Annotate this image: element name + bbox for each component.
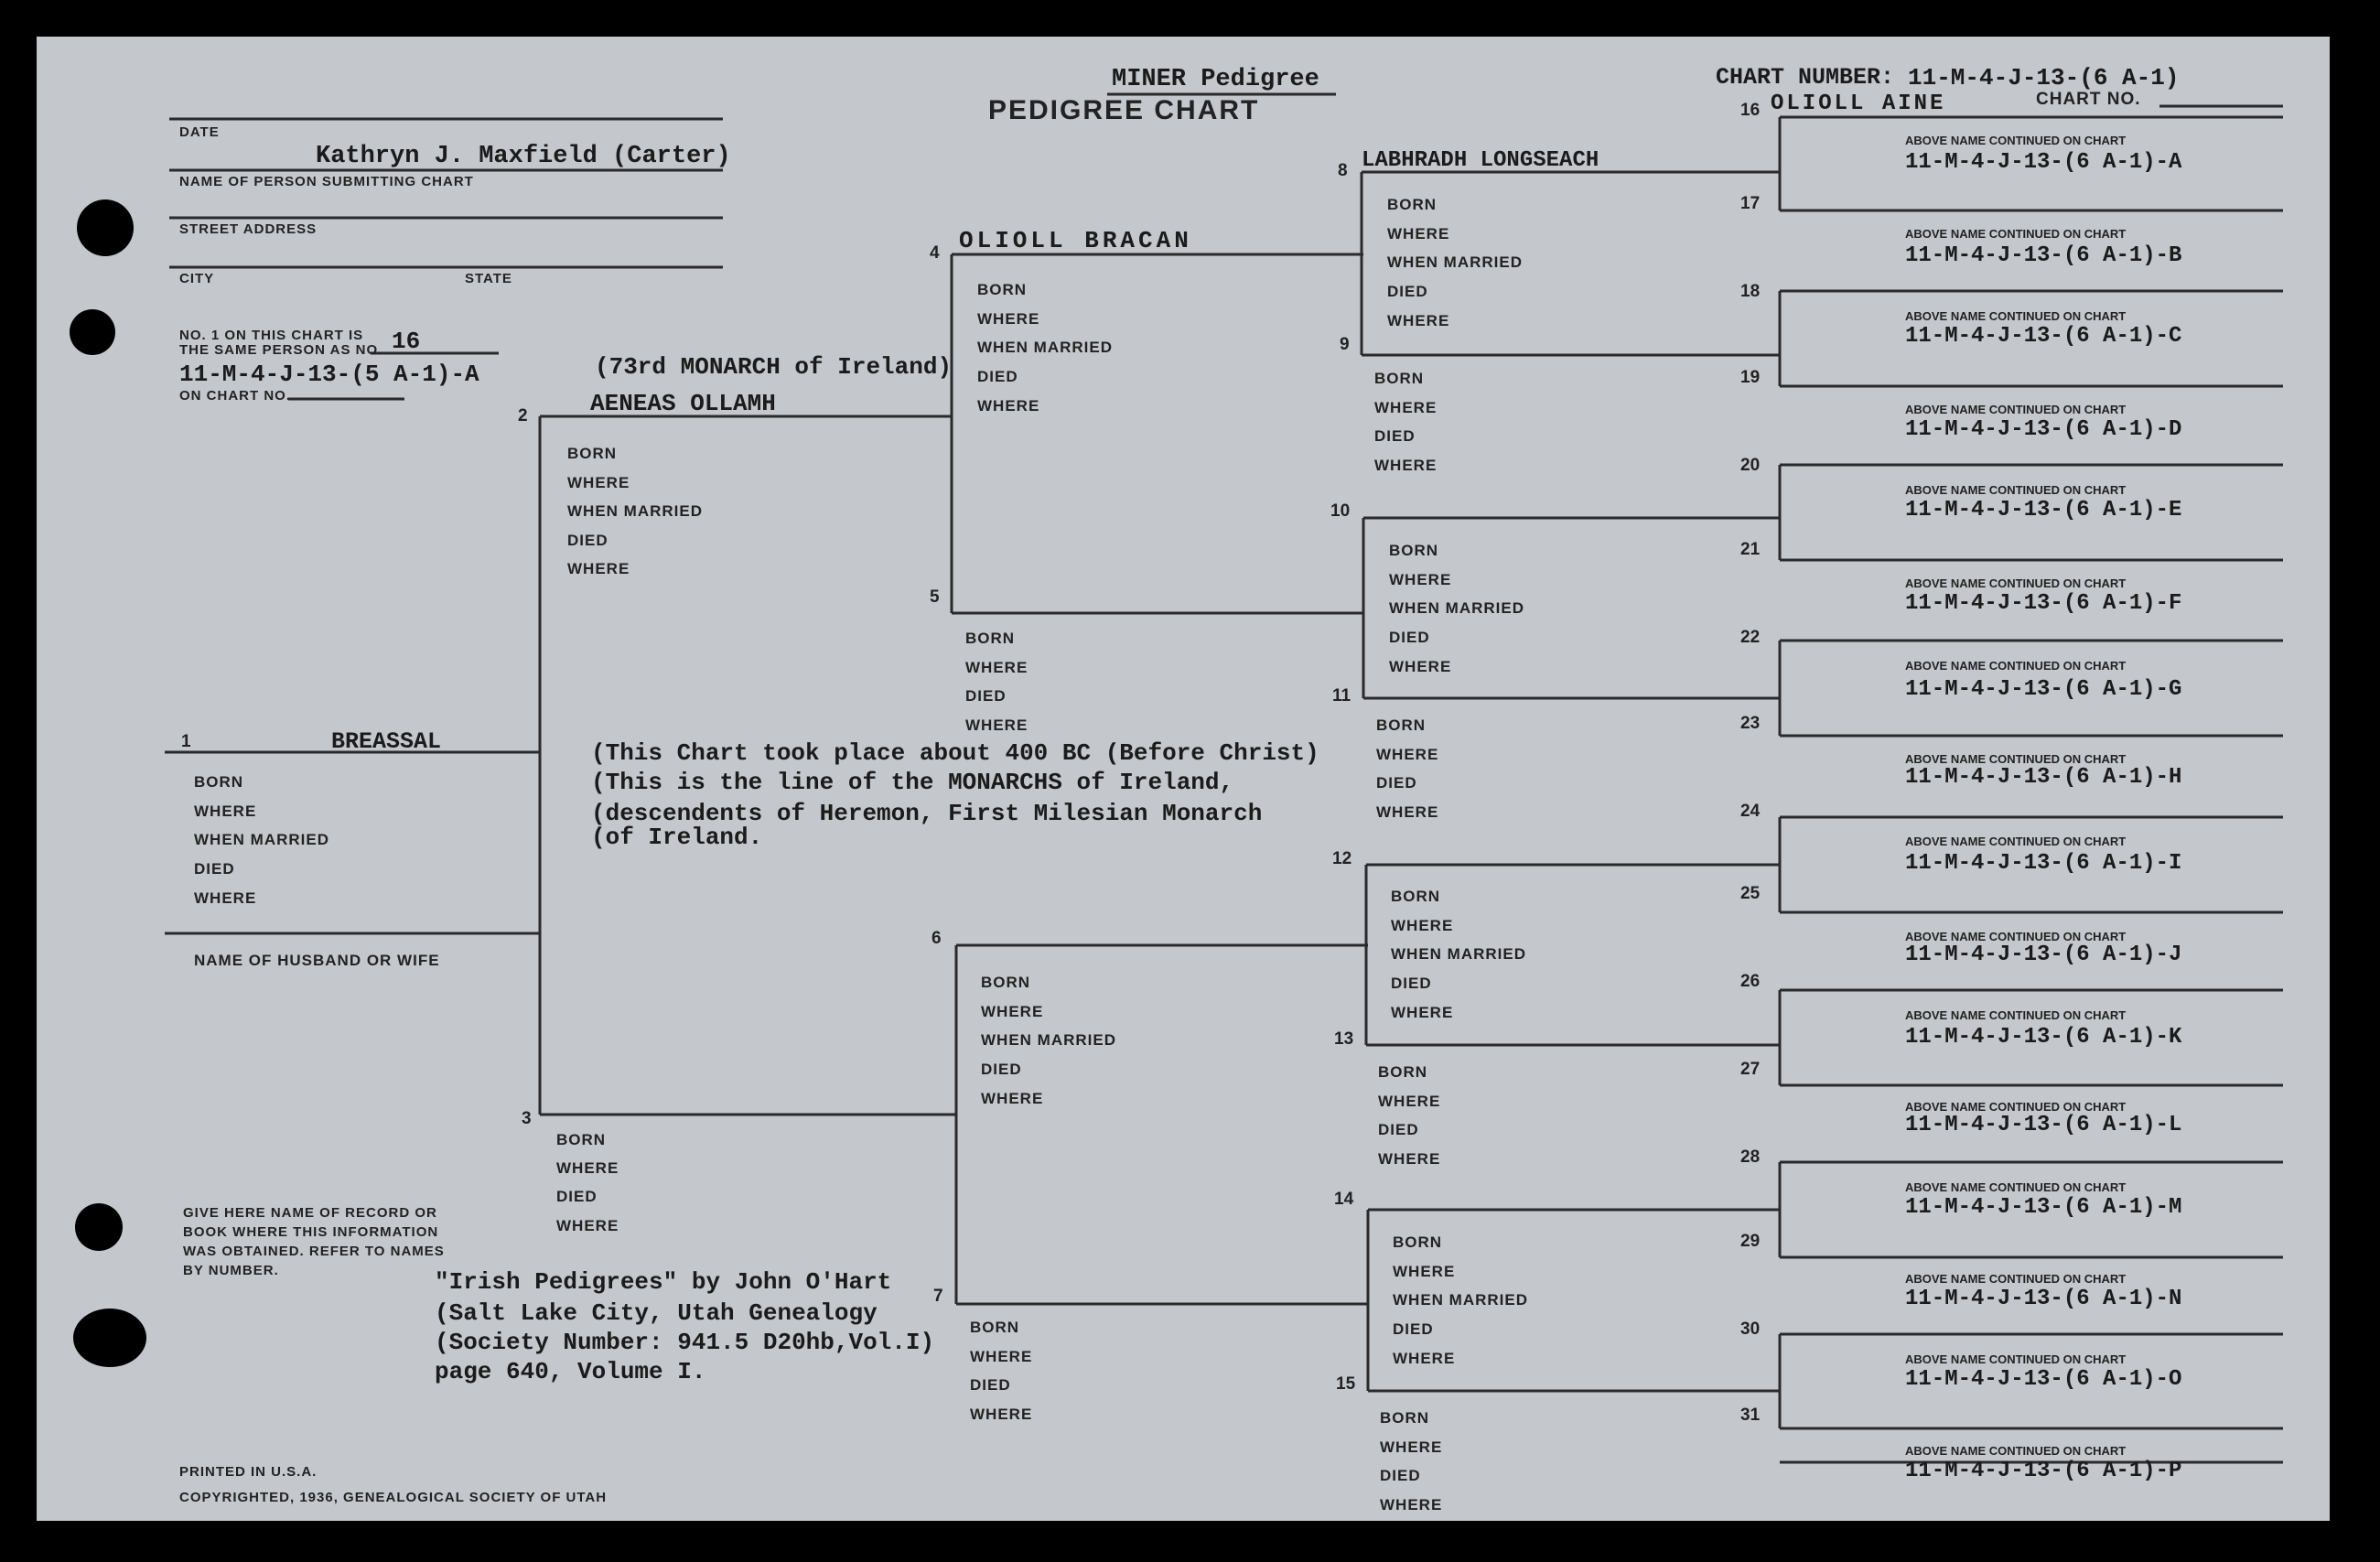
person-16-name: OLIOLL AINE xyxy=(1771,92,1946,116)
continuation-chart: 11-M-4-J-13-(6 A-1)-O xyxy=(1905,1367,2182,1392)
born-label: BORN xyxy=(1389,542,1439,559)
same-person-label: THE SAME PERSON AS NO. xyxy=(179,342,383,358)
died-label: DIED xyxy=(981,1061,1022,1078)
source-line: (Salt Lake City, Utah Genealogy xyxy=(435,1299,878,1327)
continued-label: ABOVE NAME CONTINUED ON CHART xyxy=(1905,483,2127,497)
person-number-10: 10 xyxy=(1330,501,1351,521)
person-number-25: 25 xyxy=(1740,884,1761,903)
chart-type: MINER Pedigree xyxy=(1112,66,1319,93)
continuation-chart: 11-M-4-J-13-(6 A-1)-G xyxy=(1905,677,2182,702)
where-label: WHERE xyxy=(1380,1438,1443,1456)
note-line: (of Ireland. xyxy=(591,824,763,851)
died-label: DIED xyxy=(1387,283,1428,300)
died-label: DIED xyxy=(965,687,1007,705)
where-label: WHERE xyxy=(1393,1350,1456,1367)
where-label: WHERE xyxy=(1378,1093,1441,1110)
continuation-chart: 11-M-4-J-13-(6 A-1)-F xyxy=(1905,591,2182,616)
continued-label: ABOVE NAME CONTINUED ON CHART xyxy=(1905,403,2127,416)
person-number-26: 26 xyxy=(1740,972,1761,991)
continuation-chart: 11-M-4-J-13-(6 A-1)-H xyxy=(1905,765,2182,790)
where-label: WHERE xyxy=(1374,399,1438,416)
where-label: WHERE xyxy=(965,659,1028,676)
where-label: WHERE xyxy=(556,1159,619,1177)
continued-label: ABOVE NAME CONTINUED ON CHART xyxy=(1905,1008,2127,1022)
died-label: DIED xyxy=(1393,1320,1434,1338)
born-label: BORN xyxy=(1393,1233,1443,1251)
continuation-chart: 11-M-4-J-13-(6 A-1)-L xyxy=(1905,1113,2182,1137)
where-label: WHERE xyxy=(1378,1150,1441,1168)
person-number-27: 27 xyxy=(1740,1060,1761,1079)
continuation-chart: 11-M-4-J-13-(6 A-1)-E xyxy=(1905,498,2182,522)
continued-label: ABOVE NAME CONTINUED ON CHART xyxy=(1905,1352,2127,1366)
chart-no-label: CHART NO. xyxy=(2036,90,2141,109)
state-label: STATE xyxy=(465,271,512,286)
person-number-18: 18 xyxy=(1740,282,1761,301)
born-label: BORN xyxy=(567,445,618,462)
continued-label: ABOVE NAME CONTINUED ON CHART xyxy=(1905,576,2127,590)
where-label: WHERE xyxy=(567,560,630,577)
where-label: WHERE xyxy=(1389,658,1452,675)
where-label: WHERE xyxy=(1380,1496,1443,1514)
person-number-1: 1 xyxy=(181,732,191,751)
died-label: DIED xyxy=(567,532,608,549)
source-line: "Irish Pedigrees" by John O'Hart xyxy=(435,1268,892,1296)
born-label: BORN xyxy=(1380,1409,1430,1427)
where-label: WHERE xyxy=(981,1003,1044,1020)
submitter-name: Kathryn J. Maxfield (Carter) xyxy=(316,143,731,170)
continued-label: ABOVE NAME CONTINUED ON CHART xyxy=(1905,1180,2127,1194)
person-number-20: 20 xyxy=(1740,456,1761,475)
source-label: WAS OBTAINED. REFER TO NAMES xyxy=(183,1244,445,1259)
died-label: DIED xyxy=(1391,975,1432,992)
where-label: WHERE xyxy=(965,716,1028,734)
copyright-notice: COPYRIGHTED, 1936, GENEALOGICAL SOCIETY OF UTAH xyxy=(179,1490,608,1505)
continued-label: ABOVE NAME CONTINUED ON CHART xyxy=(1905,1272,2127,1286)
born-label: BORN xyxy=(977,281,1028,298)
person-number-14: 14 xyxy=(1334,1190,1354,1209)
person-2-note: (73rd MONARCH of Ireland) xyxy=(595,353,953,381)
person-number-13: 13 xyxy=(1334,1029,1354,1049)
spouse-label: NAME OF HUSBAND OR WIFE xyxy=(194,952,440,969)
continuation-chart: 11-M-4-J-13-(6 A-1)-M xyxy=(1905,1195,2182,1220)
person-number-11: 11 xyxy=(1332,686,1352,706)
where-label: WHERE xyxy=(1376,746,1439,763)
continued-label: ABOVE NAME CONTINUED ON CHART xyxy=(1905,1444,2127,1458)
continuation-chart: 11-M-4-J-13-(6 A-1)-K xyxy=(1905,1025,2182,1050)
born-label: BORN xyxy=(194,773,244,791)
continuation-chart: 11-M-4-J-13-(6 A-1)-N xyxy=(1905,1287,2182,1311)
continuation-chart: 11-M-4-J-13-(6 A-1)-I xyxy=(1905,851,2182,876)
printed-notice: PRINTED IN U.S.A. xyxy=(179,1464,318,1480)
person-number-19: 19 xyxy=(1740,368,1761,387)
where-label: WHERE xyxy=(556,1217,619,1234)
continued-label: ABOVE NAME CONTINUED ON CHART xyxy=(1905,134,2127,147)
on-chart-label: ON CHART NO. xyxy=(179,388,291,404)
note-line: (descendents of Heremon, First Milesian Monarch xyxy=(591,800,1263,827)
person-number-22: 22 xyxy=(1740,628,1761,647)
source-line: page 640, Volume I. xyxy=(435,1358,706,1385)
continued-label: ABOVE NAME CONTINUED ON CHART xyxy=(1905,227,2127,241)
died-label: DIED xyxy=(1389,629,1430,646)
continued-label: ABOVE NAME CONTINUED ON CHART xyxy=(1905,752,2127,766)
where-label: WHERE xyxy=(977,397,1040,415)
street-address-label: STREET ADDRESS xyxy=(179,221,318,237)
person-number-2: 2 xyxy=(518,406,528,426)
born-label: BORN xyxy=(1374,370,1425,387)
source-line: (Society Number: 941.5 D20hb,Vol.I) xyxy=(435,1329,935,1356)
where-label: WHERE xyxy=(194,889,257,907)
continuation-chart: 11-M-4-J-13-(6 A-1)-D xyxy=(1905,417,2182,442)
died-label: DIED xyxy=(1380,1467,1421,1484)
born-label: BORN xyxy=(970,1319,1020,1336)
person-1-name: BREASSAL xyxy=(331,728,442,755)
person-4-name: OLIOLL BRACAN xyxy=(959,227,1192,254)
on-chart-number: 11-M-4-J-13-(5 A-1)-A xyxy=(179,361,479,388)
born-label: BORN xyxy=(1391,888,1441,905)
continued-label: ABOVE NAME CONTINUED ON CHART xyxy=(1905,1100,2127,1114)
where-label: WHERE xyxy=(1391,1004,1454,1021)
died-label: DIED xyxy=(1378,1121,1419,1138)
where-label: WHERE xyxy=(970,1348,1033,1365)
where-label: WHERE xyxy=(1389,571,1452,588)
person-number-7: 7 xyxy=(933,1287,943,1306)
person-number-5: 5 xyxy=(930,587,940,607)
when-married-label: WHEN MARRIED xyxy=(977,339,1113,356)
where-label: WHERE xyxy=(1387,312,1450,329)
where-label: WHERE xyxy=(567,474,630,491)
continued-label: ABOVE NAME CONTINUED ON CHART xyxy=(1905,659,2127,673)
person-number-6: 6 xyxy=(932,929,942,948)
continued-label: ABOVE NAME CONTINUED ON CHART xyxy=(1905,309,2127,323)
when-married-label: WHEN MARRIED xyxy=(1393,1291,1528,1309)
chart-number-label: CHART NUMBER: xyxy=(1716,64,1895,91)
person-number-24: 24 xyxy=(1740,802,1761,821)
continuation-chart: 11-M-4-J-13-(6 A-1)-J xyxy=(1905,943,2182,967)
note-line: (This is the line of the MONARCHS of Ireland, xyxy=(591,769,1234,796)
submitter-name-label: NAME OF PERSON SUBMITTING CHART xyxy=(179,174,474,189)
continued-label: ABOVE NAME CONTINUED ON CHART xyxy=(1905,930,2127,943)
same-person-label: NO. 1 ON THIS CHART IS xyxy=(179,328,364,343)
born-label: BORN xyxy=(1387,196,1438,213)
born-label: BORN xyxy=(1378,1063,1428,1081)
person-number-21: 21 xyxy=(1740,540,1761,559)
person-2-name: AENEAS OLLAMH xyxy=(590,390,776,417)
person-number-8: 8 xyxy=(1338,161,1348,180)
chart-number-value: 11-M-4-J-13-(6 A-1) xyxy=(1908,64,2180,92)
when-married-label: WHEN MARRIED xyxy=(567,502,703,520)
died-label: DIED xyxy=(556,1188,598,1205)
person-number-29: 29 xyxy=(1740,1232,1761,1251)
person-number-31: 31 xyxy=(1740,1406,1761,1425)
when-married-label: WHEN MARRIED xyxy=(1387,253,1523,271)
continuation-chart: 11-M-4-J-13-(6 A-1)-B xyxy=(1905,243,2182,268)
person-number-23: 23 xyxy=(1740,714,1761,733)
born-label: BORN xyxy=(556,1131,607,1148)
when-married-label: WHEN MARRIED xyxy=(981,1031,1116,1049)
died-label: DIED xyxy=(1374,427,1416,445)
where-label: WHERE xyxy=(1391,917,1454,934)
same-person-number: 16 xyxy=(392,328,421,355)
note-line: (This Chart took place about 400 BC (Before Christ) xyxy=(591,739,1319,767)
source-label: BOOK WHERE THIS INFORMATION xyxy=(183,1224,439,1240)
form-title: PEDIGREE CHART xyxy=(988,95,1260,125)
when-married-label: WHEN MARRIED xyxy=(1391,945,1526,963)
person-number-15: 15 xyxy=(1336,1374,1356,1394)
source-label: GIVE HERE NAME OF RECORD OR xyxy=(183,1205,437,1221)
died-label: DIED xyxy=(977,368,1018,385)
person-number-30: 30 xyxy=(1740,1320,1761,1339)
where-label: WHERE xyxy=(1393,1263,1456,1280)
continuation-chart: 11-M-4-J-13-(6 A-1)-P xyxy=(1905,1459,2182,1483)
born-label: BORN xyxy=(1376,716,1427,734)
source-label: BY NUMBER. xyxy=(183,1263,279,1278)
person-8-name: LABHRADH LONGSEACH xyxy=(1362,148,1599,173)
person-number-17: 17 xyxy=(1740,194,1761,213)
where-label: WHERE xyxy=(1387,225,1450,242)
died-label: DIED xyxy=(970,1376,1011,1394)
continued-label: ABOVE NAME CONTINUED ON CHART xyxy=(1905,835,2127,848)
person-number-3: 3 xyxy=(522,1109,532,1128)
where-label: WHERE xyxy=(1376,803,1439,821)
where-label: WHERE xyxy=(981,1090,1044,1107)
person-number-9: 9 xyxy=(1340,335,1350,354)
where-label: WHERE xyxy=(970,1406,1033,1423)
person-number-4: 4 xyxy=(930,243,940,263)
where-label: WHERE xyxy=(1374,457,1438,474)
where-label: WHERE xyxy=(977,310,1040,328)
person-number-12: 12 xyxy=(1332,849,1352,868)
when-married-label: WHEN MARRIED xyxy=(194,831,329,848)
city-label: CITY xyxy=(179,271,215,286)
born-label: BORN xyxy=(965,630,1016,647)
when-married-label: WHEN MARRIED xyxy=(1389,599,1524,617)
continuation-chart: 11-M-4-J-13-(6 A-1)-A xyxy=(1905,150,2182,175)
died-label: DIED xyxy=(194,860,235,878)
person-number-16: 16 xyxy=(1740,101,1761,120)
person-number-28: 28 xyxy=(1740,1147,1761,1167)
born-label: BORN xyxy=(981,974,1031,991)
died-label: DIED xyxy=(1376,774,1417,792)
where-label: WHERE xyxy=(194,803,257,820)
date-label: DATE xyxy=(179,124,220,140)
continuation-chart: 11-M-4-J-13-(6 A-1)-C xyxy=(1905,324,2182,349)
